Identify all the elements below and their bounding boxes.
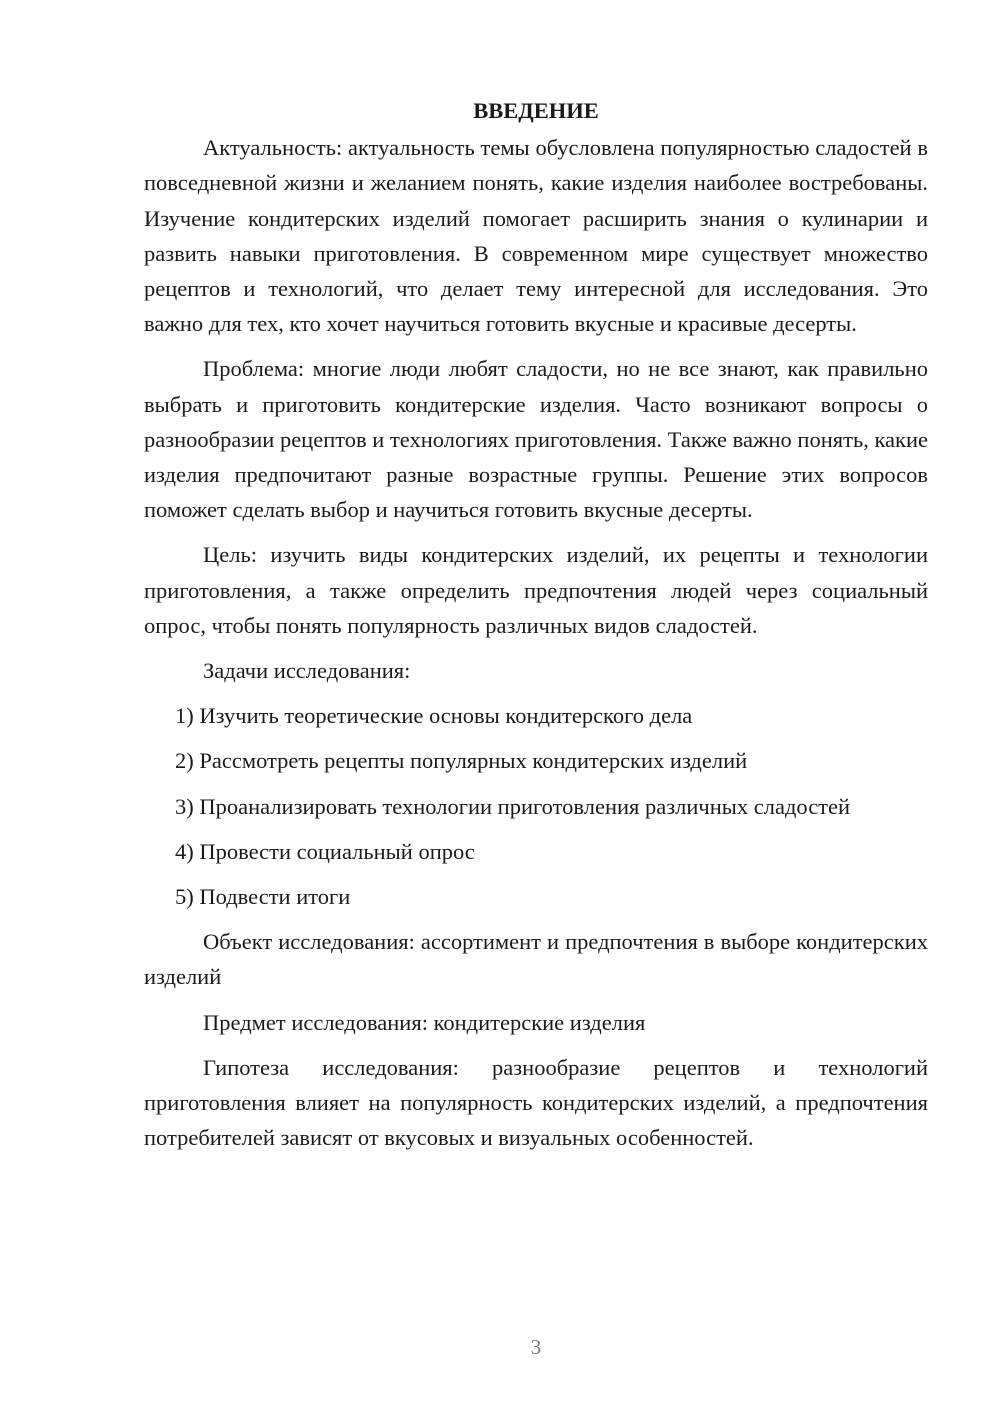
section-title: ВВЕДЕНИЕ [473,98,599,123]
tasks-heading: Задачи исследования: [203,658,411,684]
list-item: 5) Подвести итоги [175,884,351,910]
list-item: 3) Проанализировать технологии приготовления различных сладостей [175,793,851,819]
paragraph-hypothesis: Гипотеза исследования: разнообразие рецептов и технологий приготовления влияет на популярность кондитерских изделий, а предпочтения потребителей зависят от вкусовых и визуальных особенностей. [144,1054,928,1151]
paragraph-subject: Предмет исследования: кондитерские изделия [203,1009,646,1035]
tasks-list [144,698,928,914]
list-item: 1) Изучить теоретические основы кондитерского дела [175,703,693,729]
paragraph-relevance: Актуальность: актуальность темы обусловлена популярностью сладостей в повседневной жизни и желанием понять, какие изделия наиболее востребованы. Изучение кондитерских изделий помогает расширить знания о кулинарии и развить навыки приготовления. В современном мире существует множество рецептов и технологий, что делает тему интересной для исследования. Это важно для тех, кто хочет научиться готовить вкусные и красивые десерты. [144,135,928,337]
list-item: 2) Рассмотреть рецепты популярных кондитерских изделий [175,748,748,774]
paragraph-object: Объект исследования: ассортимент и предпочтения в выборе кондитерских изделий [144,929,928,990]
paragraph-goal: Цель: изучить виды кондитерских изделий, их рецепты и технологии приготовления, а также определить предпочтения людей через социальный опрос, чтобы понять популярность различных видов сладостей. [144,542,928,638]
page-number: 3 [530,1335,542,1359]
list-item: 4) Провести социальный опрос [175,838,475,864]
paragraph-problem: Проблема: многие люди любят сладости, но не все знают, как правильно выбрать и приготовить кондитерские изделия. Часто возникают вопросы о разнообразии рецептов и технологиях приготовления. Также важно понять, какие изделия предпочитают разные возрастные группы. Решение этих вопросов поможет сделать выбор и научиться готовить вкусные десерты. [144,356,928,523]
page-content [144,93,928,1155]
